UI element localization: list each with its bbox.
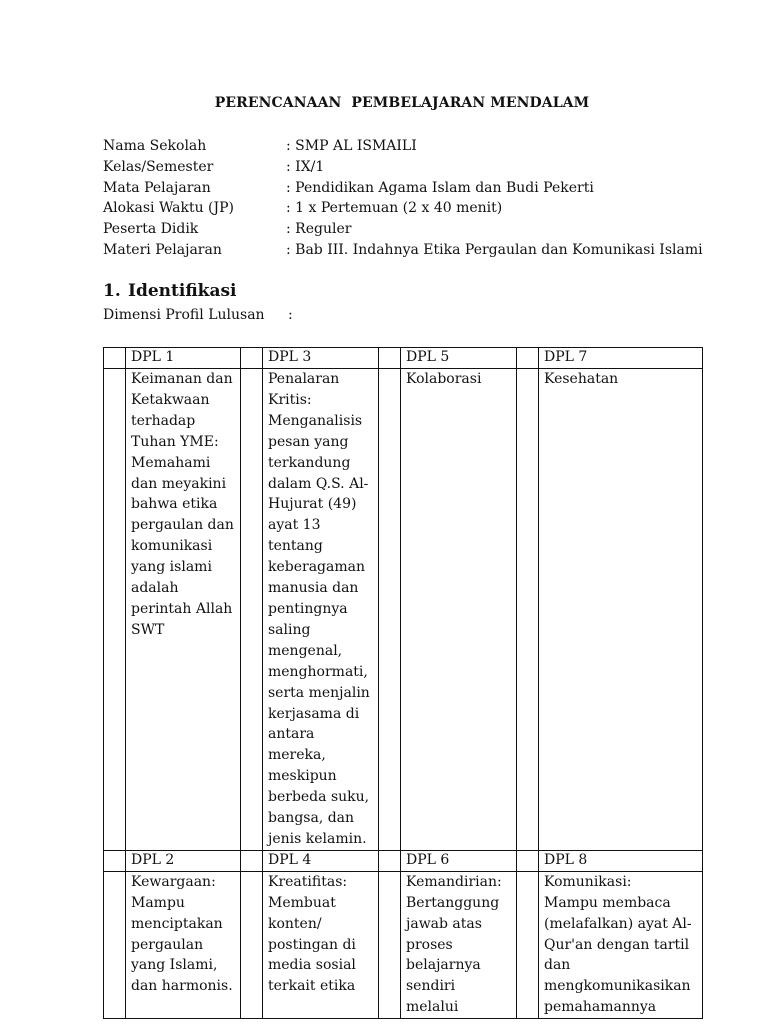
checkbox-cell: [241, 369, 263, 851]
checkbox-cell: [379, 850, 401, 871]
dimensi-label: Dimensi Profil Lulusan: [103, 307, 265, 323]
identity-info-block: [103, 136, 723, 261]
info-row-nama-sekolah: [103, 136, 723, 157]
dpl-header: DPL 3: [263, 348, 379, 369]
dpl-header-row-1: [104, 348, 703, 369]
checkbox-cell: [104, 871, 126, 1018]
checkbox-cell: [104, 348, 126, 369]
dpl-description: Kesehatan: [539, 369, 703, 851]
dpl-header: DPL 6: [401, 850, 517, 871]
section-heading-identifikasi: [103, 281, 237, 301]
dpl-description: Keimanan dan Ketakwaan terhadap Tuhan YME: Memahami dan meyakini bahwa etika pergaulan dan komunikasi yang islami adalah perintah Allah SWT: [126, 369, 241, 851]
document-title: PERENCANAAN PEMBELAJARAN MENDALAM: [214, 95, 590, 111]
section-number: 1.: [103, 281, 121, 301]
info-label: Materi Pelajaran: [103, 241, 222, 258]
checkbox-cell: [379, 348, 401, 369]
info-value: : Bab III. Indahnya Etika Pergaulan dan Komunikasi Islami: [286, 241, 703, 258]
dpl-header: DPL 7: [539, 348, 703, 369]
info-label: Kelas/Semester: [103, 158, 214, 175]
dpl-description: Kreatifitas: Membuat konten/ postingan di media sosial terkait etika: [263, 871, 379, 1018]
info-row-kelas-semester: [103, 157, 723, 178]
info-label: Nama Sekolah: [103, 138, 207, 154]
dpl-header: DPL 4: [263, 850, 379, 871]
checkbox-cell: [241, 871, 263, 1018]
dpl-description: Kewargaan: Mampu menciptakan pergaulan yang Islami, dan harmonis.: [126, 871, 241, 1018]
dpl-header: DPL 5: [401, 348, 517, 369]
dpl-description: Kolaborasi: [401, 369, 517, 851]
info-label: Mata Pelajaran: [103, 179, 211, 196]
checkbox-cell: [104, 850, 126, 871]
checkbox-cell: [517, 871, 539, 1018]
dpl-table: [103, 347, 703, 1019]
dpl-description: Komunikasi: Mampu membaca (melafalkan) ayat Al- Qur'an dengan tartil dan mengkomunikasikan pemahamannya: [539, 871, 703, 1018]
info-row-materi-pelajaran: [103, 240, 723, 261]
dpl-content-row-1: [104, 369, 703, 851]
info-value: : Reguler: [286, 221, 352, 238]
checkbox-cell: [379, 369, 401, 851]
info-row-alokasi-waktu: [103, 198, 723, 219]
info-value: : SMP AL ISMAILI: [286, 138, 417, 154]
dpl-header: DPL 1: [126, 348, 241, 369]
dimensi-colon: :: [288, 307, 293, 323]
dimensi-profil-lulusan: [103, 305, 293, 325]
checkbox-cell: [379, 871, 401, 1018]
info-label: Alokasi Waktu (JP): [103, 200, 235, 217]
info-row-peserta-didik: [103, 219, 723, 240]
checkbox-cell: [241, 348, 263, 369]
info-value: : 1 x Pertemuan (2 x 40 menit): [286, 200, 503, 217]
dpl-description: Penalaran Kritis: Menganalisis pesan yang terkandung dalam Q.S. Al- Hujurat (49) ayat 13 tentang keberagaman manusia dan pentingnya saling mengenal, menghormati, serta menjalin kerjasama di antara mereka, meskipun berbeda suku, bangsa, dan jenis kelamin.: [263, 369, 379, 851]
checkbox-cell: [104, 369, 126, 851]
dpl-header-row-2: [104, 850, 703, 871]
dpl-description: Kemandirian: Bertanggung jawab atas proses belajarnya sendiri melalui: [401, 871, 517, 1018]
checkbox-cell: [241, 850, 263, 871]
info-label: Peserta Didik: [103, 221, 199, 238]
dpl-header: DPL 8: [539, 850, 703, 871]
checkbox-cell: [517, 850, 539, 871]
info-value: : Pendidikan Agama Islam dan Budi Pekerti: [286, 179, 594, 196]
checkbox-cell: [517, 348, 539, 369]
dpl-header: DPL 2: [126, 850, 241, 871]
checkbox-cell: [517, 369, 539, 851]
info-row-mata-pelajaran: [103, 178, 723, 199]
dpl-content-row-2: [104, 871, 703, 1018]
section-title: Identifikasi: [128, 281, 237, 301]
info-value: : IX/1: [286, 158, 325, 175]
